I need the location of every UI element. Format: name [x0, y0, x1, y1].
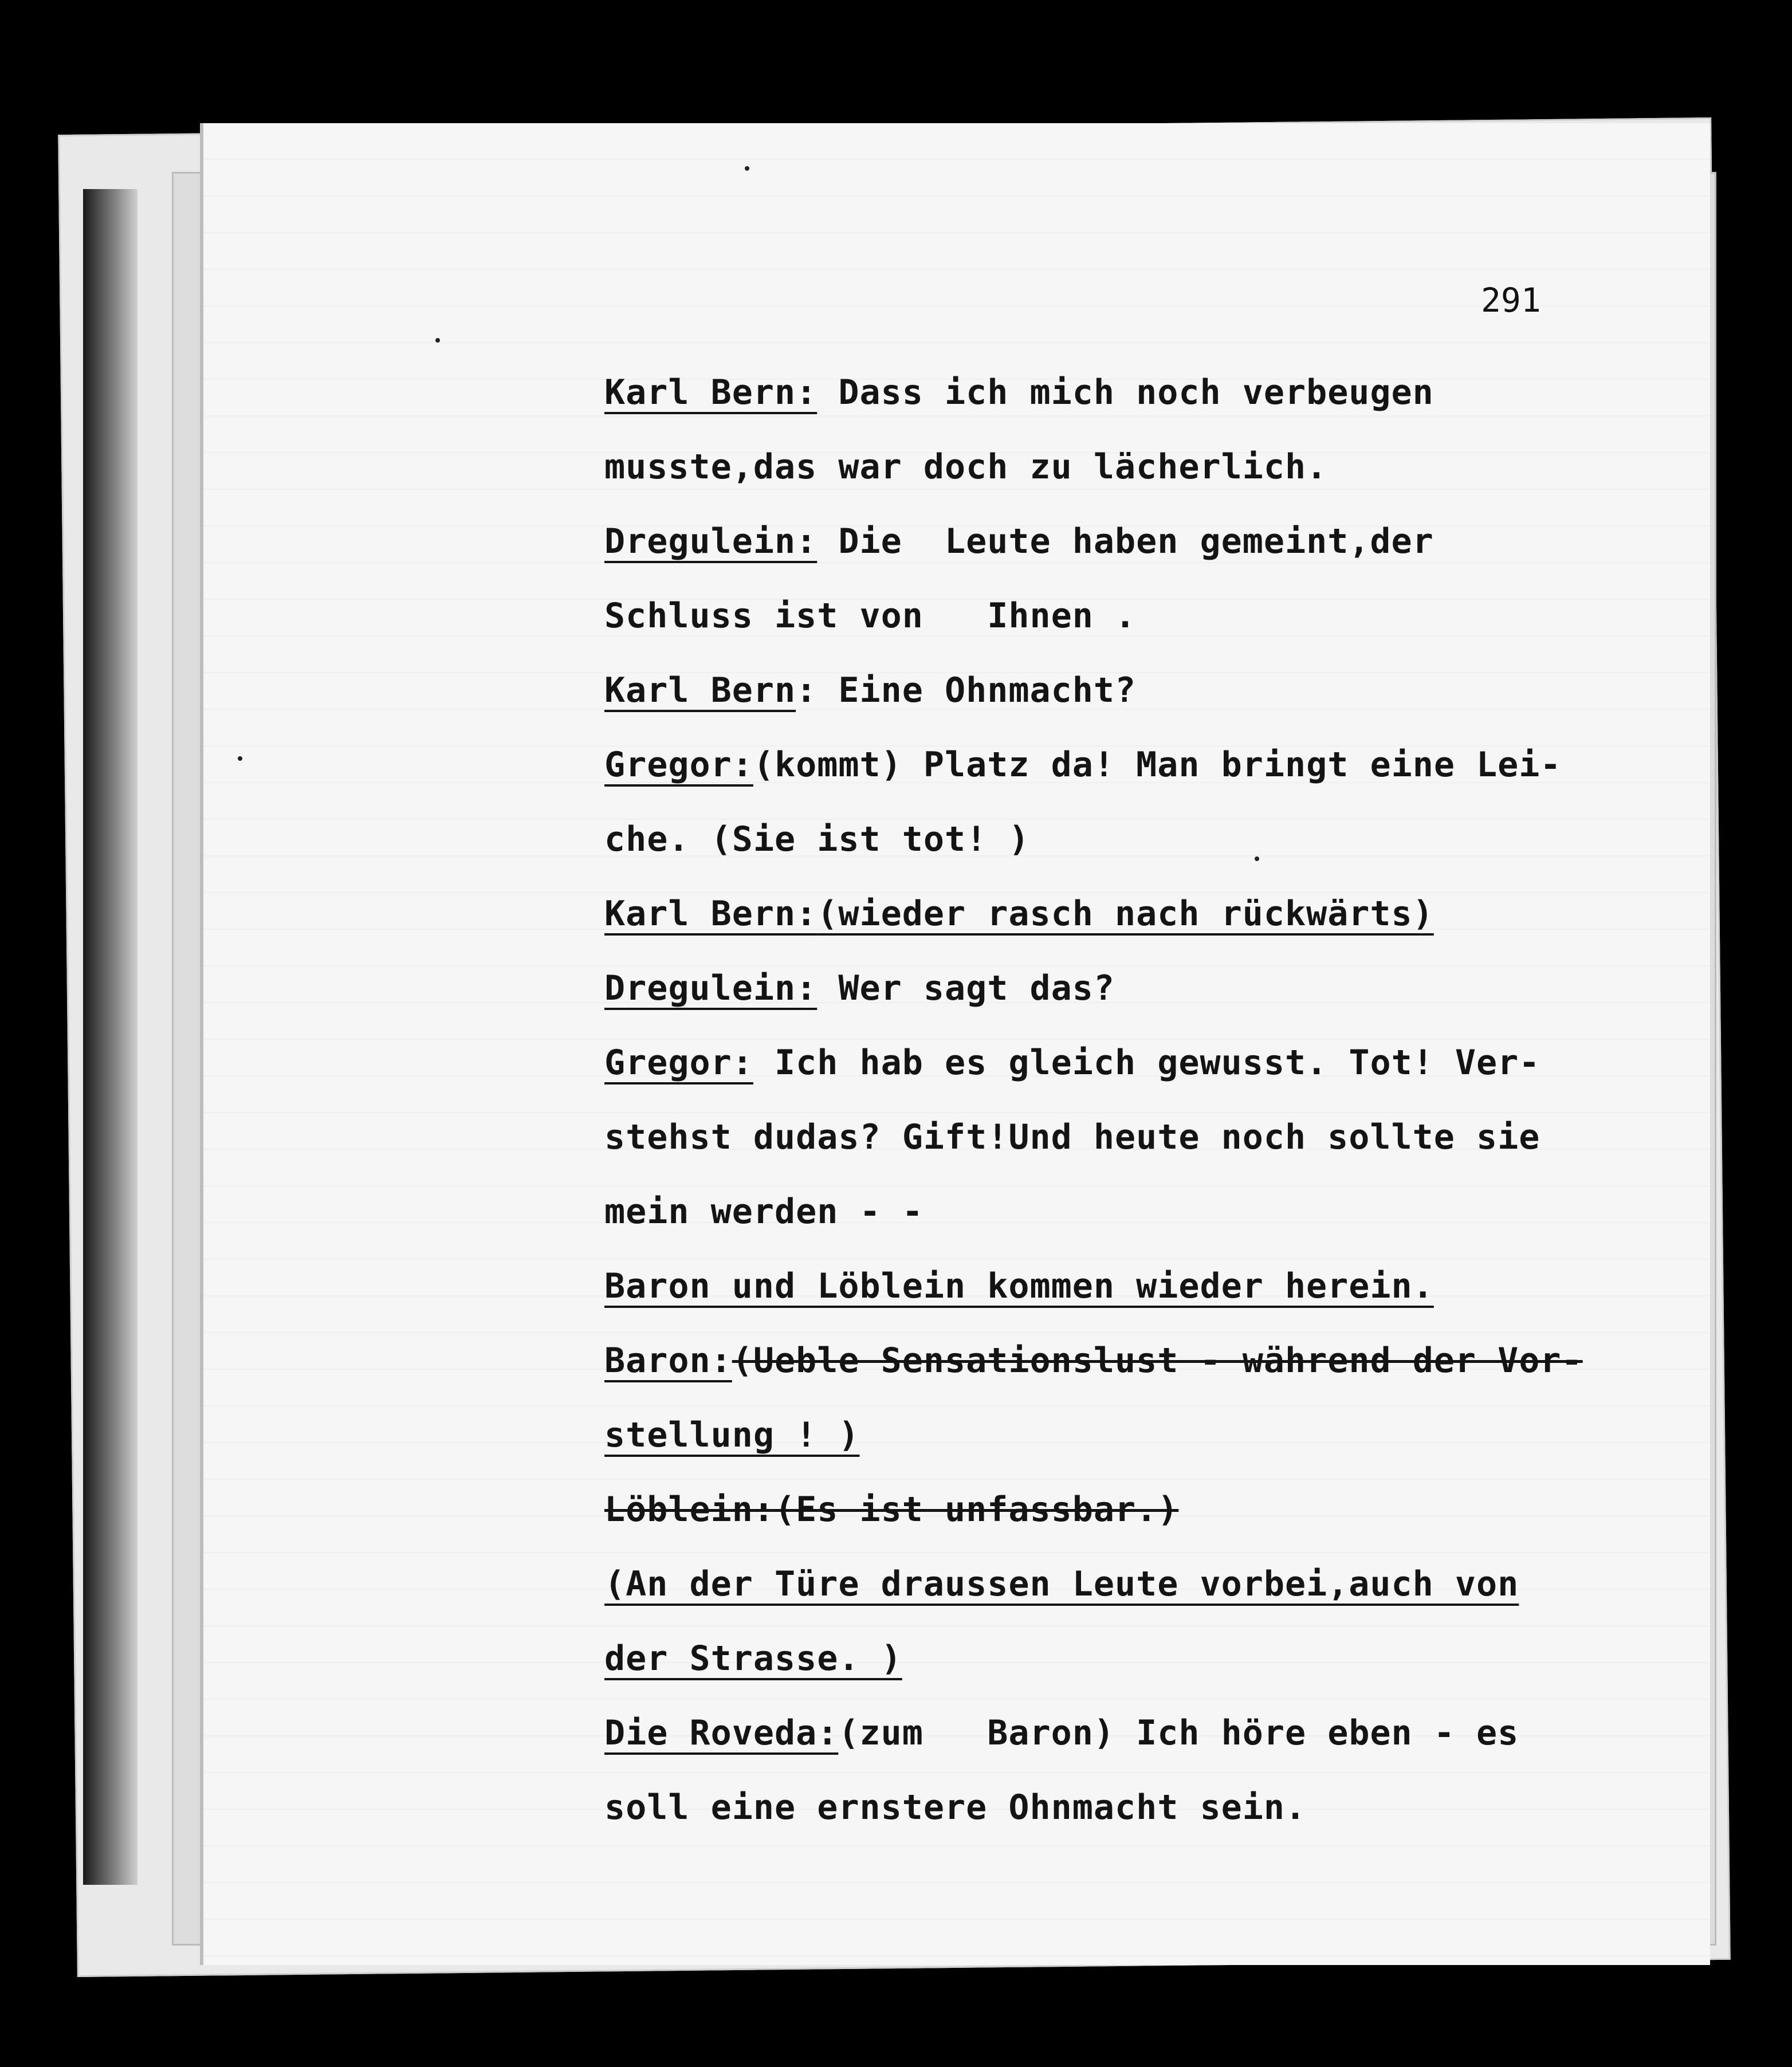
line-text: Ich hab es gleich gewusst. Tot! Ver-: [753, 1043, 1541, 1083]
line-text: stehst dudas? Gift!Und heute noch sollte sie: [604, 1117, 1541, 1157]
text-line: [604, 728, 1693, 802]
text-line: [604, 355, 1693, 430]
dialogue-text: [604, 355, 1693, 1845]
text-line: [604, 653, 1693, 728]
text-line: [604, 1249, 1693, 1323]
speaker-name: Die Roveda:: [604, 1713, 839, 1753]
text-line: [604, 1770, 1693, 1845]
text-line: [604, 1547, 1693, 1621]
speaker-name: Dregulein:: [604, 968, 818, 1008]
ink-speck: [435, 338, 440, 343]
line-text: (Ueble Sensationslust - während der Vor-: [732, 1341, 1583, 1381]
line-text: soll eine ernstere Ohnmacht sein.: [604, 1787, 1307, 1828]
line-text: musste,das war doch zu lächerlich.: [604, 447, 1328, 487]
speaker-name: Karl Bern:: [604, 894, 818, 934]
speaker-name: Karl Bern:: [604, 372, 818, 412]
text-line: [604, 1472, 1693, 1547]
line-text: stellung ! ): [604, 1415, 860, 1455]
page-number: 291: [1481, 281, 1541, 320]
speaker-name: Gregor:: [604, 1043, 753, 1083]
text-line: [604, 1174, 1693, 1249]
speaker-name: Löblein:: [604, 1490, 775, 1530]
line-text: (An der Türe draussen Leute vorbei,auch von: [604, 1564, 1519, 1604]
line-text: (wieder rasch nach rückwärts): [817, 894, 1434, 934]
line-text: Schluss ist von Ihnen .: [604, 596, 1137, 636]
speaker-name: Karl Bern: [604, 670, 796, 710]
line-text: che. (Sie ist tot! ): [604, 819, 1030, 859]
line-text: (zum Baron) Ich höre eben - es: [838, 1713, 1519, 1753]
text-line: [604, 951, 1693, 1025]
text-line: [604, 504, 1693, 579]
text-line: [604, 877, 1693, 951]
line-text: (kommt) Platz da! Man bringt eine Lei-: [753, 745, 1562, 785]
speaker-name: Gregor:: [604, 745, 753, 785]
speaker-name: Dregulein:: [604, 521, 818, 561]
page-binding-edge: [83, 189, 137, 1885]
text-line: [604, 1621, 1693, 1696]
line-text: der Strasse. ): [604, 1638, 902, 1679]
line-text: Dass ich mich noch verbeugen: [817, 372, 1434, 412]
text-line: [604, 1696, 1693, 1770]
ink-speck: [238, 756, 242, 761]
line-text: : Eine Ohnmacht?: [796, 670, 1137, 710]
line-text: mein werden - -: [604, 1192, 923, 1232]
text-line: [604, 1025, 1693, 1100]
line-text: Die Leute haben gemeint,der: [817, 521, 1434, 561]
line-text: Wer sagt das?: [817, 968, 1115, 1008]
speaker-name: Baron:: [604, 1341, 732, 1381]
ink-speck: [745, 166, 749, 171]
text-line: [604, 802, 1693, 877]
line-text: (Es ist unfassbar.): [774, 1490, 1179, 1530]
text-line: [604, 579, 1693, 653]
text-line: [604, 430, 1693, 504]
ink-speck: [1255, 856, 1259, 861]
line-text: Baron und Löblein kommen wieder herein.: [604, 1266, 1434, 1306]
text-line: [604, 1398, 1693, 1472]
text-line: [604, 1323, 1693, 1398]
text-line: [604, 1100, 1693, 1174]
